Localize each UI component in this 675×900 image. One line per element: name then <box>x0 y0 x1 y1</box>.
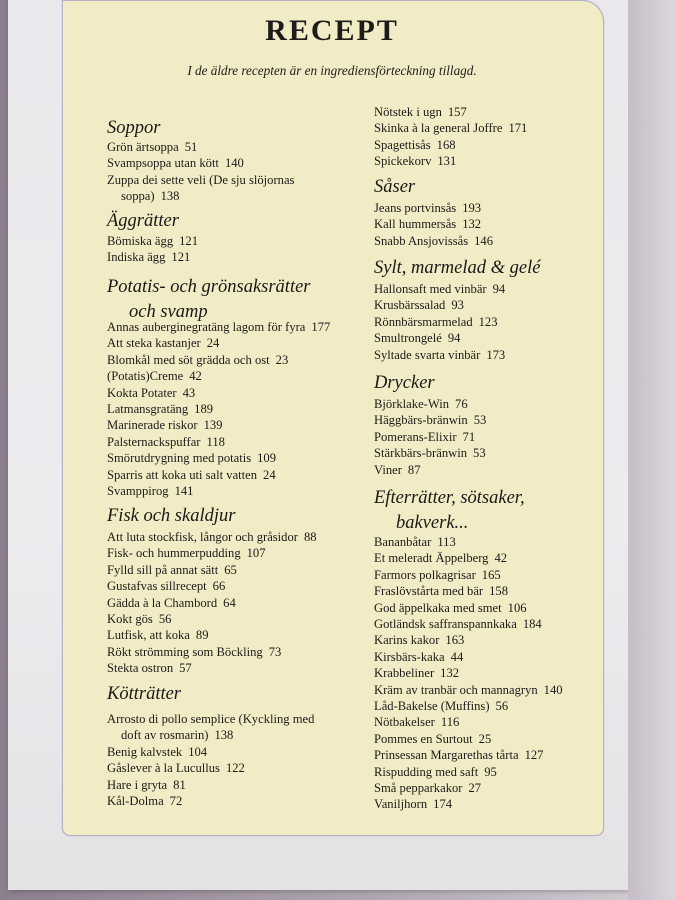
page-subtitle: I de äldre recepten är en ingrediensförteckning tillagd. <box>187 63 477 78</box>
recipe-name: Krusbärssalad <box>374 298 446 313</box>
page-number: 118 <box>206 434 225 449</box>
recipe-entry <box>374 731 491 747</box>
recipe-entry <box>107 627 209 643</box>
recipe-name: Marinerade riskor <box>107 418 198 433</box>
recipe-name: Et meleradt Äppelberg <box>374 551 489 566</box>
recipe-entry <box>107 467 276 483</box>
page-number: 165 <box>481 567 501 582</box>
recipe-entry <box>107 744 207 760</box>
recipe-entry <box>107 644 281 660</box>
page-number: 157 <box>447 105 467 119</box>
page-edge <box>628 0 675 900</box>
page-number: 177 <box>311 320 331 334</box>
recipe-entry <box>374 665 459 681</box>
recipe-entry <box>107 483 193 499</box>
recipe-entry <box>374 649 463 665</box>
recipe-entry <box>374 153 456 169</box>
section-heading-potatis: Potatis- och grönsaksrätter <box>107 277 311 297</box>
page-number: 106 <box>507 600 527 615</box>
recipe-entry <box>107 368 202 384</box>
page-number: 138 <box>160 189 180 204</box>
page-number: 88 <box>303 530 317 544</box>
recipe-name: Att steka kastanjer <box>107 336 201 351</box>
recipe-entry <box>107 450 276 466</box>
recipe-entry <box>107 545 266 561</box>
recipe-entry <box>107 711 314 727</box>
recipe-entry <box>107 155 244 171</box>
recipe-entry <box>107 233 198 249</box>
page-number: 24 <box>263 467 276 482</box>
recipe-entry <box>374 796 452 812</box>
recipe-entry <box>374 698 508 714</box>
page-number: 42 <box>189 369 202 384</box>
recipe-name: Svamppirog <box>107 484 169 498</box>
recipe-name: Karins kakor <box>374 633 440 648</box>
page-number: 81 <box>173 777 186 792</box>
recipe-entry <box>107 139 197 155</box>
page-number: 158 <box>489 584 509 599</box>
recipe-entry <box>374 396 468 412</box>
recipe-name: Lutfisk, att koka <box>107 628 190 643</box>
recipe-name: Pomerans-Elixir <box>374 429 457 444</box>
page-number: 43 <box>182 385 196 400</box>
recipe-entry <box>374 600 527 616</box>
recipe-entry <box>374 632 464 648</box>
page-number: 116 <box>440 715 460 730</box>
page-number: 121 <box>179 234 199 248</box>
page-number: 132 <box>462 217 482 232</box>
page-number: 87 <box>407 462 421 477</box>
recipe-entry <box>107 562 237 578</box>
recipe-name: Kål-Dolma <box>107 794 164 808</box>
recipe-name: Blomkål med söt grädda och ost <box>107 352 270 367</box>
recipe-entry <box>374 780 481 796</box>
recipe-entry <box>374 330 460 346</box>
page-number: 113 <box>437 535 456 549</box>
recipe-name: Nötbakelser <box>374 715 435 730</box>
recipe-name: Rökt strömming som Böckling <box>107 644 263 659</box>
page-number: 53 <box>473 446 486 461</box>
recipe-name: Nötstek i ugn <box>374 105 442 119</box>
recipe-name: Fisk- och hummerpudding <box>107 546 241 561</box>
recipe-name: Sparris att koka uti salt vatten <box>107 467 258 482</box>
recipe-name: Indiska ägg <box>107 250 166 265</box>
recipe-name: soppa) <box>121 189 155 204</box>
recipe-name: Zuppa dei sette veli (De sju slöjornas <box>107 172 295 187</box>
recipe-name: Svampsoppa utan kött <box>107 156 219 171</box>
recipe-name: Syltade svarta vinbär <box>374 347 481 362</box>
section-heading-saser: Såser <box>374 177 416 197</box>
recipe-name: Viner <box>374 462 402 477</box>
section-heading-efter: Efterrätter, sötsaker, <box>374 488 525 508</box>
recipe-entry <box>107 401 213 417</box>
recipe-entry <box>374 412 486 428</box>
recipe-name: Hallonsaft med vinbär <box>374 282 487 296</box>
recipe-name: Annas auberginegratäng lagom för fyra <box>107 320 306 334</box>
page-number: 25 <box>478 731 492 746</box>
recipe-name: Kräm av tranbär och mannagryn <box>374 682 538 697</box>
recipe-name: Gotländsk saffranspannkaka <box>374 617 517 631</box>
recipe-entry <box>107 352 288 368</box>
recipe-name: Pommes en Surtout <box>374 731 473 746</box>
recipe-name: Hare i gryta <box>107 777 168 792</box>
page-number: 44 <box>450 649 464 664</box>
recipe-entry <box>374 445 486 461</box>
page-number: 53 <box>473 413 487 428</box>
recipe-name: Bananbåtar <box>374 535 432 549</box>
page-number: 173 <box>486 347 506 362</box>
recipe-entry <box>374 534 456 550</box>
recipe-entry <box>374 347 505 363</box>
recipe-entry <box>374 137 456 153</box>
recipe-entry <box>374 200 481 216</box>
page-number: 174 <box>433 797 453 812</box>
page-number: 109 <box>257 451 277 466</box>
recipe-name: Låd-Bakelse (Muffins) <box>374 699 490 713</box>
page-number: 184 <box>522 617 542 631</box>
page-number: 171 <box>508 121 528 136</box>
recipe-name: Rönnbärsmarmelad <box>374 314 473 329</box>
recipe-name: Snabb Ansjovissås <box>374 233 469 248</box>
recipe-name: Gädda à la Chambord <box>107 595 218 610</box>
recipe-entry <box>107 417 222 433</box>
recipe-name: Kokta Potater <box>107 385 177 400</box>
recipe-entry <box>374 297 464 313</box>
recipe-name: Skinka à la general Joffre <box>374 121 503 136</box>
recipe-name: Smultrongelé <box>374 331 442 346</box>
page-number: 140 <box>224 156 244 171</box>
recipe-entry <box>107 335 219 351</box>
recipe-name: Gåslever à la Lucullus <box>107 761 220 776</box>
page-number: 94 <box>447 331 461 346</box>
recipe-entry <box>374 616 542 632</box>
page-title: RECEPT <box>265 14 399 47</box>
section-heading-fisk: Fisk och skaldjur <box>107 506 236 526</box>
recipe-entry <box>374 216 481 232</box>
section-heading-potatis: och svamp <box>129 302 208 322</box>
recipe-name: Stekta ostron <box>107 661 174 676</box>
recipe-name: Små pepparkakor <box>374 781 463 795</box>
recipe-name: Spagettisås <box>374 137 431 152</box>
page-number: 27 <box>468 781 482 795</box>
page-number: 193 <box>462 201 482 215</box>
page-number: 146 <box>474 233 494 248</box>
recipe-name: Arrosto di pollo semplice (Kyckling med <box>107 712 315 726</box>
recipe-entry <box>107 319 330 335</box>
recipe-entry <box>374 314 498 330</box>
page-number: 23 <box>275 352 289 367</box>
section-heading-soppor: Soppor <box>107 118 161 138</box>
section-heading-efter: bakverk... <box>396 513 469 533</box>
recipe-name: Fylld sill på annat sätt <box>107 562 219 577</box>
recipe-entry <box>107 434 225 450</box>
page-number: 56 <box>495 699 509 713</box>
recipe-entry <box>374 583 508 599</box>
recipe-entry <box>374 233 493 249</box>
recipe-name: doft av rosmarin) <box>121 728 209 743</box>
page-number: 95 <box>484 764 497 779</box>
page-number: 89 <box>195 628 209 643</box>
recipe-name: Spickekorv <box>374 154 432 169</box>
recipe-entry <box>374 104 467 120</box>
recipe-name: Benig kalvstek <box>107 744 183 759</box>
recipe-name: Björklake-Win <box>374 397 450 411</box>
recipe-entry <box>374 462 421 478</box>
page-number: 189 <box>194 402 214 416</box>
recipe-name: Häggbärs-bränwin <box>374 413 468 428</box>
recipe-name: Fraslövstårta med bär <box>374 584 484 599</box>
recipe-entry <box>107 595 236 611</box>
page-number: 56 <box>158 612 172 626</box>
recipe-entry <box>374 747 543 763</box>
page-number: 131 <box>437 154 457 169</box>
recipe-entry <box>107 578 225 594</box>
recipe-name: Kall hummersås <box>374 217 457 232</box>
page-number: 104 <box>188 744 208 759</box>
recipe-name: Krabbeliner <box>374 666 435 681</box>
recipe-entry <box>374 429 475 445</box>
page-number: 72 <box>169 794 183 808</box>
recipe-name: Palsternackspuffar <box>107 434 201 449</box>
page-number: 71 <box>462 429 476 444</box>
page-number: 51 <box>184 140 198 154</box>
page-number: 138 <box>214 728 234 743</box>
page-number: 24 <box>206 336 220 351</box>
recipe-name: Jeans portvinsås <box>374 201 457 215</box>
recipe-entry <box>107 760 245 776</box>
page-number: 107 <box>246 546 266 561</box>
recipe-entry <box>107 660 192 676</box>
page-number: 65 <box>224 562 237 577</box>
recipe-name: Kokt gös <box>107 612 153 626</box>
page-number: 163 <box>445 633 465 648</box>
page-number: 123 <box>478 314 498 329</box>
section-heading-aggratter: Äggrätter <box>107 211 179 231</box>
page-number: 57 <box>179 661 192 676</box>
page-number: 127 <box>524 748 544 763</box>
page-number: 141 <box>174 484 194 498</box>
recipe-name: Rispudding med saft <box>374 764 479 779</box>
section-heading-sylt: Sylt, marmelad & gelé <box>374 258 541 278</box>
recipe-name: Smörutdrygning med potatis <box>107 451 252 466</box>
page-number: 121 <box>171 250 191 265</box>
recipe-entry <box>121 188 179 204</box>
recipe-name: (Potatis)Creme <box>107 369 184 384</box>
page-number: 76 <box>455 397 468 411</box>
recipe-entry <box>107 777 186 793</box>
page-number: 168 <box>436 137 456 152</box>
section-heading-drycker: Drycker <box>374 373 435 393</box>
recipe-entry <box>107 385 195 401</box>
recipe-name: Kirsbärs-kaka <box>374 649 445 664</box>
recipe-entry <box>374 120 527 136</box>
recipe-entry <box>107 793 182 809</box>
recipe-entry <box>107 172 294 188</box>
recipe-name: Bömiska ägg <box>107 234 174 248</box>
recipe-entry <box>121 727 233 743</box>
page-number: 93 <box>451 298 464 313</box>
recipe-name: Farmors polkagrisar <box>374 567 476 582</box>
recipe-name: Grön ärtsoppa <box>107 140 179 154</box>
section-heading-kott: Kötträtter <box>107 684 182 704</box>
recipe-entry <box>374 764 497 780</box>
page-number: 64 <box>223 595 236 610</box>
page-number: 42 <box>494 551 508 566</box>
page-number: 94 <box>492 282 506 296</box>
recipe-entry <box>374 281 505 297</box>
recipe-entry <box>107 611 171 627</box>
recipe-name: Gustafvas sillrecept <box>107 579 207 594</box>
page-number: 140 <box>543 682 563 697</box>
recipe-name: God äppelkaka med smet <box>374 600 502 615</box>
page-number: 122 <box>225 761 245 776</box>
recipe-entry <box>107 249 190 265</box>
recipe-name: Att luta stockfisk, långor och gråsidor <box>107 530 298 544</box>
recipe-entry <box>374 714 459 730</box>
page-number: 66 <box>212 579 226 594</box>
recipe-name: Stärkbärs-bränwin <box>374 446 468 461</box>
recipe-entry <box>374 682 563 698</box>
recipe-entry <box>374 550 507 566</box>
recipe-entry <box>374 567 501 583</box>
page-number: 139 <box>203 418 223 433</box>
recipe-name: Prinsessan Margarethas tårta <box>374 748 519 763</box>
recipe-name: Vaniljhorn <box>374 797 428 812</box>
page-number: 132 <box>440 666 460 681</box>
recipe-name: Latmansgratäng <box>107 402 189 416</box>
page-number: 73 <box>268 644 282 659</box>
recipe-entry <box>107 529 317 545</box>
